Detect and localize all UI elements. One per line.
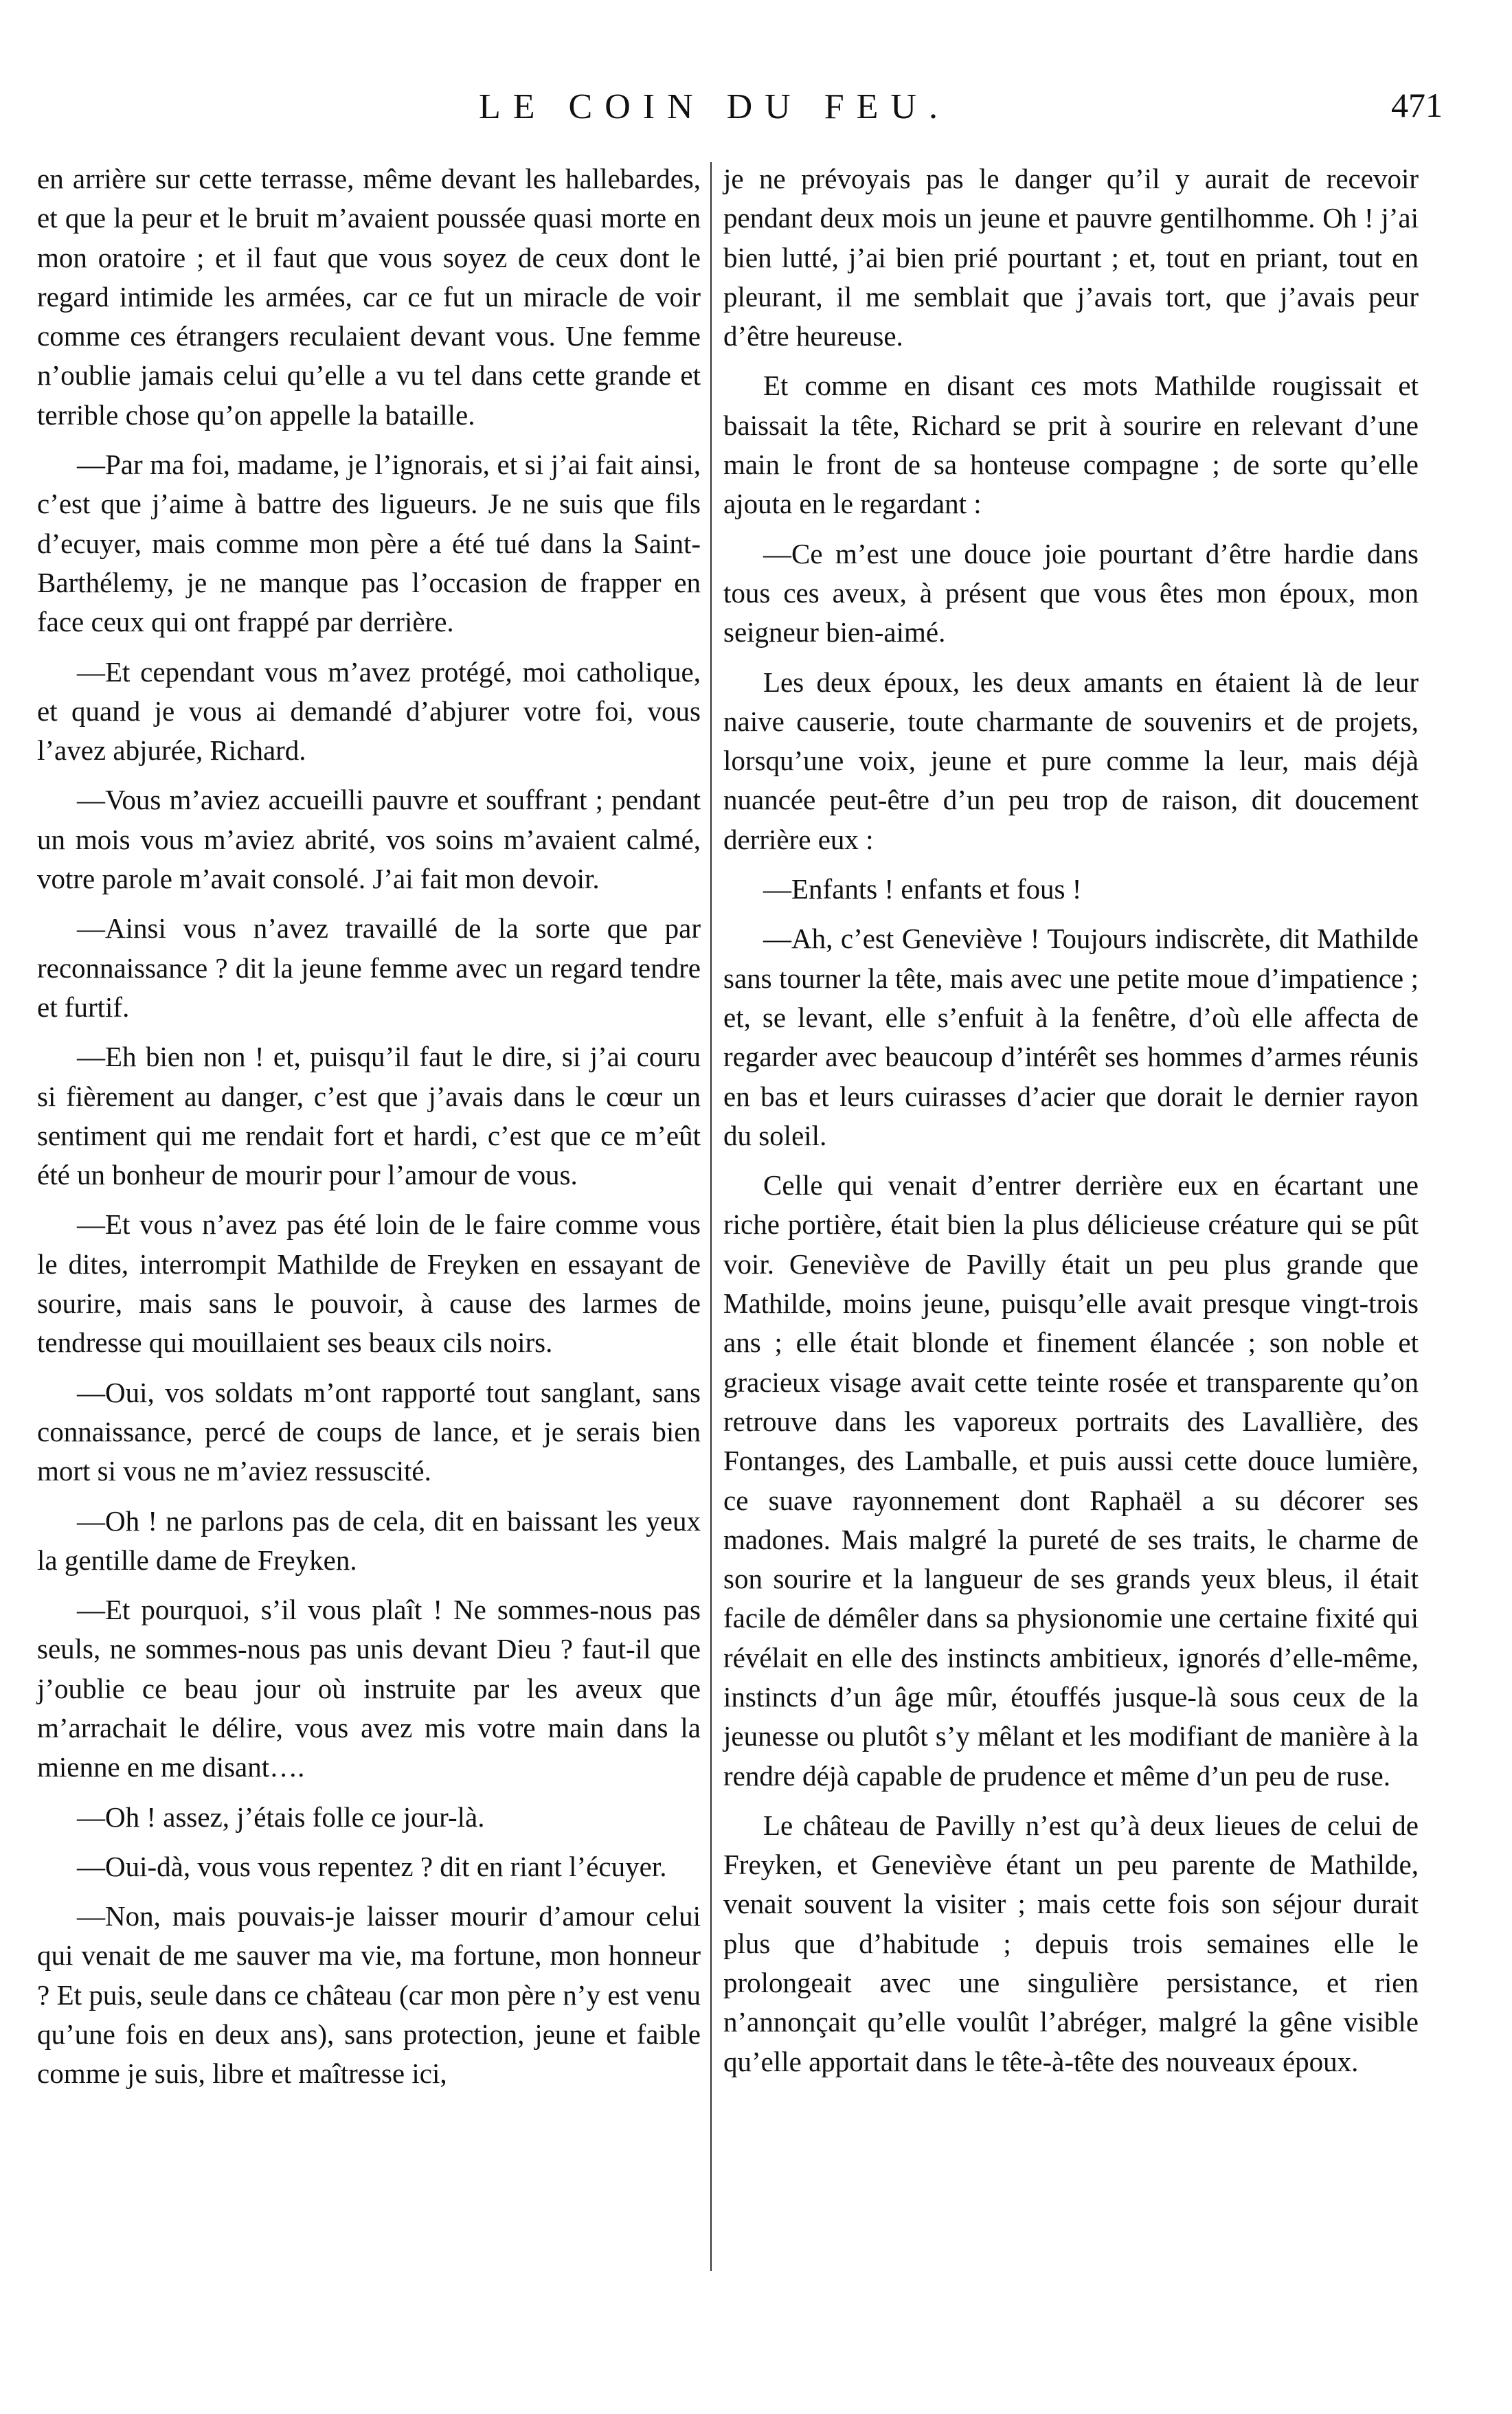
column-divider [710, 162, 712, 2271]
paragraph: je ne prévoyais pas le danger qu’il y aurait de recevoir pendant deux mois un jeune et pauvre gentilhomme. Oh ! j’ai bien lutté, j’ai bien prié pourtant ; et, tout en priant, tout en pleurant, il me semblait que j’avais tort, que j’avais peur d’être heureuse. [723, 163, 1419, 352]
paragraph: —Non, mais pouvais-je laisser mourir d’amour celui qui venait de me sauver ma vie, ma fortune, mon honneur ? Et puis, seule dans ce château (car mon père n’y est venu qu’une fois en deux ans), sans protection, jeune et faible comme je suis, libre et maîtresse ici, [37, 1900, 701, 2090]
paragraph: Et comme en disant ces mots Mathilde rougissait et baissait la tête, Richard se prit à sourire en relevant d’une main le front de sa honteuse compagne ; de sorte qu’elle ajouta en le regardant : [723, 370, 1419, 520]
paragraph: —Oui-dà, vous vous repentez ? dit en riant l’écuyer. [77, 1850, 667, 1882]
paragraph: Celle qui venait d’entrer derrière eux en écartant une riche portière, était bien la plus délicieuse créature qui se pût voir. Geneviève de Pavilly était un peu plus grande que Mathilde, moins jeune, puisqu’elle avait presque vingt-trois ans ; elle était blonde et finement élancée ; son noble et gracieux visage avait cette teinte rosée et transparente qu’on retrouve dans les vaporeux portraits des Lavallière, des Fontanges, des Lamballe, et puis aussi cette douce lumière, ce suave rayonnement dont Raphaël a su décorer ses madones. Mais malgré la pureté de ses traits, le charme de son sourire et la langueur de ses grands yeux bleus, il était facile de démêler dans sa physionomie une certaine fixité qui révélait en elle des instincts ambitieux, ignorés d’elle-même, instincts d’un âge mûr, étouffés jusque-là sous ceux de la jeunesse ou plutôt s’y mêlant et les modifiant de manière à la rendre déjà capable de prudence et même d’un peu de ruse. [723, 1169, 1419, 1792]
paragraph: en arrière sur cette terrasse, même devant les hallebardes, et que la peur et le bruit m’avaient poussée quasi morte en mon oratoire ; et il faut que vous soyez de ceux dont le regard intimide les armées, car ce fut un miracle de voir comme ces étrangers reculaient devant vous. Une femme n’oublie jamais celui qu’elle a vu tel dans cette grande et terrible chose qu’on appelle la bataille. [37, 163, 701, 431]
paragraph: —Ainsi vous n’avez travaillé de la sorte que par reconnaissance ? dit la jeune femme avec un regard tendre et furtif. [37, 912, 701, 1023]
paragraph: —Ah, c’est Geneviève ! Toujours indiscrète, dit Mathilde sans tourner la tête, mais avec une petite moue d’impatience ; et, se levant, elle s’enfuit à la fenêtre, d’où elle affecta de regarder avec beaucoup d’intérêt ses hommes d’armes réunis en bas et leurs cuirasses d’acier que dorait le dernier rayon du soleil. [723, 923, 1419, 1151]
paragraph: —Ce m’est une douce joie pourtant d’être hardie dans tous ces aveux, à présent que vous êtes mon époux, mon seigneur bien-aimé. [723, 537, 1419, 648]
paragraph: —Vous m’aviez accueilli pauvre et souffrant ; pendant un mois vous m’aviez abrité, vos soins m’avaient calmé, votre parole m’avait consolé. J’ai fait mon devoir. [37, 784, 701, 895]
paragraph: —Et cependant vous m’avez protégé, moi catholique, et quand je vous ai demandé d’abjurer votre foi, vous l’avez abjurée, Richard. [37, 655, 701, 767]
paragraph: Le château de Pavilly n’est qu’à deux lieues de celui de Freyken, et Geneviève étant un peu parente de Mathilde, venait souvent la visiter ; mais cette fois son séjour durait plus que d’habitude ; depuis trois semaines elle le prolongeait avec une singulière persistance, et rien n’annonçait qu’elle voulût l’abréger, malgré la gêne visible qu’elle apportait dans le tête-à-tête des nouveaux époux. [723, 1809, 1419, 2077]
paragraph: —Et pourquoi, s’il vous plaît ! Ne sommes-nous pas seuls, ne sommes-nous pas unis devant Dieu ? faut-il que j’oublie ce beau jour où instruite par les aveux que m’arrachait le délire, vous avez mis votre main dans la mienne en me disant…. [37, 1594, 701, 1783]
paragraph: —Et vous n’avez pas été loin de le faire comme vous le dites, interrompit Mathilde de Freyken en essayant de sourire, mais sans le pouvoir, à cause des larmes de tendresse qui mouillaient ses beaux cils noirs. [37, 1208, 701, 1359]
running-title: LE COIN DU FEU. [479, 87, 950, 126]
paragraph: —Oui, vos soldats m’ont rapporté tout sanglant, sans connaissance, percé de coups de lance, et je serais bien mort si vous ne m’aviez ressuscité. [37, 1376, 701, 1487]
paragraph: Les deux époux, les deux amants en étaient là de leur naive causerie, toute charmante de souvenirs et de projets, lorsqu’une voix, jeune et pure comme la leur, mais déjà nuancée peut-être d’un peu trop de raison, dit doucement derrière eux : [723, 666, 1419, 855]
paragraph: —Enfants ! enfants et fous ! [763, 873, 1082, 905]
paragraph: —Par ma foi, madame, je l’ignorais, et si j’ai fait ainsi, c’est que j’aime à battre des ligueurs. Je ne suis que fils d’ecuyer, mais comme mon père a été tué dans la Saint-Barthélemy, je ne manque pas l’occasion de frapper en face ceux qui ont frappé par derrière. [37, 449, 701, 638]
paragraph: —Oh ! assez, j’étais folle ce jour-là. [77, 1801, 485, 1833]
page-number: 471 [1391, 86, 1443, 124]
left-column [37, 159, 701, 2104]
paragraph: —Eh bien non ! et, puisqu’il faut le dire, si j’ai couru si fièrement au danger, c’est que j’avais dans le cœur un sentiment qui me rendait fort et hardi, c’est que ce m’eût été un bonheur de mourir pour l’amour de vous. [37, 1041, 701, 1191]
paragraph: —Oh ! ne parlons pas de cela, dit en baissant les yeux la gentille dame de Freyken. [37, 1504, 701, 1576]
right-column [723, 159, 1419, 2092]
